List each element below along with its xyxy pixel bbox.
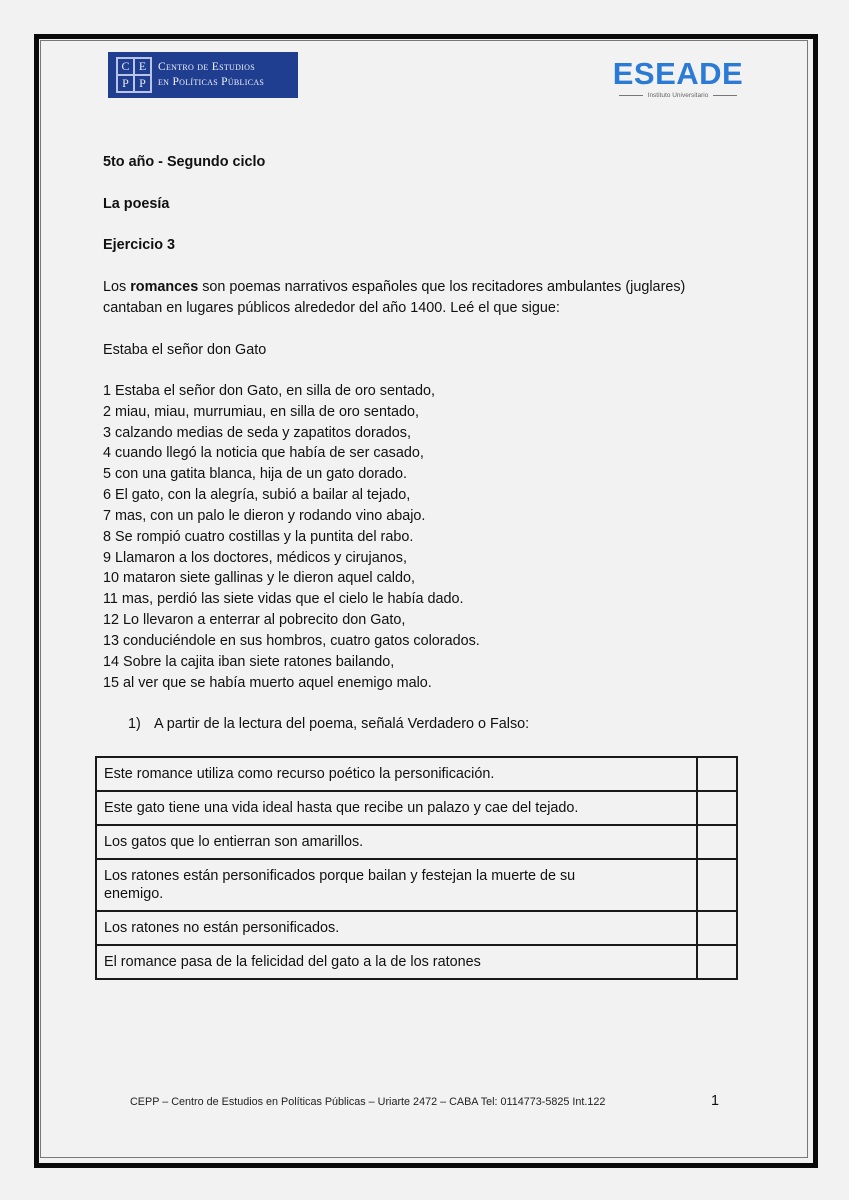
- table-row: [96, 859, 737, 911]
- answer-cell[interactable]: [697, 859, 737, 911]
- intro-post: son poemas narrativos españoles que los recitadores ambulantes (juglares): [198, 279, 686, 295]
- statement-cell: Los ratones no están personificados.: [96, 911, 697, 945]
- footer-address: CEPP – Centro de Estudios en Políticas Públicas – Uriarte 2472 – CABA Tel: 0114773-5825 Int.122: [130, 1096, 606, 1108]
- answer-cell[interactable]: [697, 825, 737, 859]
- poem-line: 11 mas, perdió las siete vidas que el cielo le había dado.: [103, 591, 464, 607]
- cepp-logo-line1: Centro de Estudios: [158, 61, 255, 73]
- cepp-letter: E: [134, 58, 151, 75]
- question-1: [128, 716, 529, 732]
- poem-line: 1 Estaba el señor don Gato, en silla de oro sentado,: [103, 383, 436, 399]
- statement-cell: Los gatos que lo entierran son amarillos.: [96, 825, 697, 859]
- topic-heading: La poesía: [103, 196, 170, 212]
- cepp-logo-text: [158, 60, 264, 90]
- poem-line: 15 al ver que se había muerto aquel enemigo malo.: [103, 675, 432, 691]
- cepp-logo: [108, 52, 298, 98]
- table-row: [96, 825, 737, 859]
- poem-line: 5 con una gatita blanca, hija de un gato dorado.: [103, 466, 408, 482]
- statement-cell: El romance pasa de la felicidad del gato a la de los ratones: [96, 945, 697, 979]
- answer-cell[interactable]: [697, 945, 737, 979]
- eseade-logo: [612, 58, 744, 99]
- cepp-letter: C: [117, 58, 134, 75]
- cepp-logo-line2: en Políticas Públicas: [158, 76, 265, 88]
- statement-cell: Este gato tiene una vida ideal hasta que recibe un palazo y cae del tejado.: [96, 791, 697, 825]
- poem-line: 6 El gato, con la alegría, subió a bailar al tejado,: [103, 487, 411, 503]
- table-row: [96, 945, 737, 979]
- question-text: A partir de la lectura del poema, señalá Verdadero o Falso:: [154, 716, 530, 732]
- answer-cell[interactable]: [697, 791, 737, 825]
- intro-bold-term: romances: [130, 279, 199, 295]
- eseade-logo-name: ESEADE: [612, 56, 744, 91]
- divider: [619, 95, 643, 96]
- statement-cell: Los ratones están personificados porque bailan y festejan la muerte de su enemigo.: [96, 859, 697, 911]
- true-false-table: [95, 756, 738, 980]
- poem-line: 12 Lo llevaron a enterrar al pobrecito don Gato,: [103, 612, 406, 628]
- cepp-letter: P: [134, 75, 151, 92]
- question-number: 1): [128, 716, 141, 732]
- divider: [713, 95, 737, 96]
- poem-line: 13 conduciéndole en sus hombros, cuatro gatos colorados.: [103, 633, 480, 649]
- course-heading: 5to año - Segundo ciclo: [103, 154, 266, 170]
- cepp-logo-mark: [116, 57, 152, 93]
- intro-line-2: cantaban en lugares públicos alrededor del año 1400. Leé el que sigue:: [103, 300, 560, 316]
- answer-cell[interactable]: [697, 757, 737, 791]
- intro-line-1: [103, 279, 685, 295]
- poem-line: 10 mataron siete gallinas y le dieron aquel caldo,: [103, 570, 415, 586]
- poem-line: 9 Llamaron a los doctores, médicos y cirujanos,: [103, 550, 407, 566]
- eseade-logo-subtitle: Instituto Universitario: [647, 92, 709, 99]
- table-row: [96, 791, 737, 825]
- page-number: 1: [711, 1093, 720, 1109]
- poem-line: 2 miau, miau, murrumiau, en silla de oro sentado,: [103, 404, 419, 420]
- eseade-logo-subtitle-row: [612, 92, 744, 99]
- poem-title: Estaba el señor don Gato: [103, 342, 267, 358]
- table-row: [96, 911, 737, 945]
- poem-line: 14 Sobre la cajita iban siete ratones bailando,: [103, 654, 395, 670]
- cepp-letter: P: [117, 75, 134, 92]
- table-row: [96, 757, 737, 791]
- poem-line: 4 cuando llegó la noticia que había de ser casado,: [103, 445, 424, 461]
- answer-cell[interactable]: [697, 911, 737, 945]
- poem-line: 3 calzando medias de seda y zapatitos dorados,: [103, 425, 411, 441]
- poem-line: 8 Se rompió cuatro costillas y la puntita del rabo.: [103, 529, 414, 545]
- exercise-heading: Ejercicio 3: [103, 237, 175, 253]
- intro-pre: Los: [103, 279, 131, 295]
- poem-line: 7 mas, con un palo le dieron y rodando vino abajo.: [103, 508, 426, 524]
- statement-cell: Este romance utiliza como recurso poético la personificación.: [96, 757, 697, 791]
